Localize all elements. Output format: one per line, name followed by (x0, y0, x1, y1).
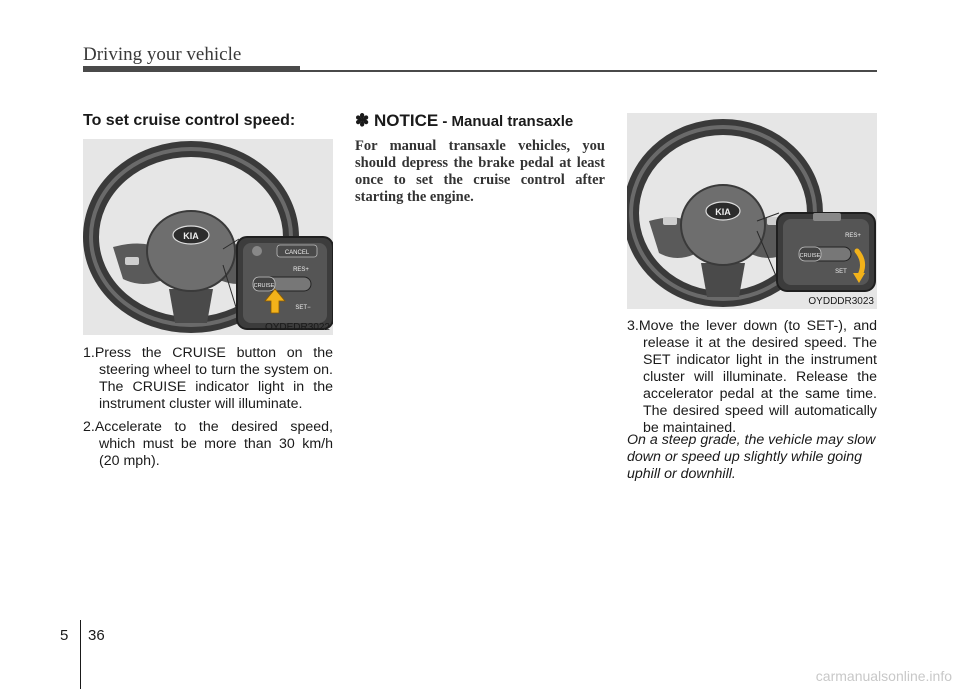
page-number: 36 (88, 627, 105, 644)
header-rule-thick (83, 66, 300, 72)
res-label: RES+ (845, 233, 861, 239)
steering-wheel-illustration (83, 139, 333, 335)
step-item: 1.Press the CRUISE button on the steering wheel to turn the system on. The CRUISE indicator light in the instrument cluster will illuminate. (83, 345, 333, 412)
figure-code: OYDDDR3023 (808, 296, 874, 307)
grade-note: On a steep grade, the vehicle may slow down or speed up slightly while going uphill or downhill. (627, 432, 876, 482)
header-rule-thin (300, 70, 877, 72)
running-header-title: Driving your vehicle (83, 44, 242, 65)
steering-wheel-illustration (627, 113, 877, 309)
kia-logo: KIA (183, 231, 199, 241)
res-label: RES+ (293, 267, 309, 273)
step-item: 3.Move the lever down (to SET-), and release it at the desired speed. The SET indicator light in the instrument cluster will illuminate. Release the accelerator pedal at the same time. The desired speed will automatically be maintained. (627, 318, 877, 436)
notice-subtitle: - Manual transaxle (438, 113, 574, 130)
step-list-left (83, 345, 333, 476)
cruise-label: CRUISE (253, 283, 275, 289)
set-label: SET− (295, 305, 311, 311)
kia-logo: KIA (715, 207, 731, 217)
steering-wheel-figure-set (627, 113, 877, 309)
cruise-label: CRUISE (799, 253, 821, 259)
notice-heading (355, 111, 573, 131)
figure-code: OYDEDR3022 (264, 322, 330, 333)
notice-body: For manual transaxle vehicles, you should depress the brake pedal at least once to set the cruise control after starting the engine. (355, 138, 605, 205)
section-heading: To set cruise control speed: (83, 112, 296, 129)
step-item: 2.Accelerate to the desired speed, which must be more than 30 km/h (20 mph). (83, 419, 333, 469)
notice-title: ✽ NOTICE (355, 111, 439, 130)
cancel-label: CANCEL (284, 250, 310, 256)
footer-divider (80, 620, 81, 689)
watermark: carmanualsonline.info (815, 668, 952, 684)
section-number: 5 (60, 627, 69, 644)
steering-wheel-figure-cruise (83, 139, 333, 335)
set-label: SET (835, 269, 847, 275)
step-list-right (627, 318, 877, 443)
